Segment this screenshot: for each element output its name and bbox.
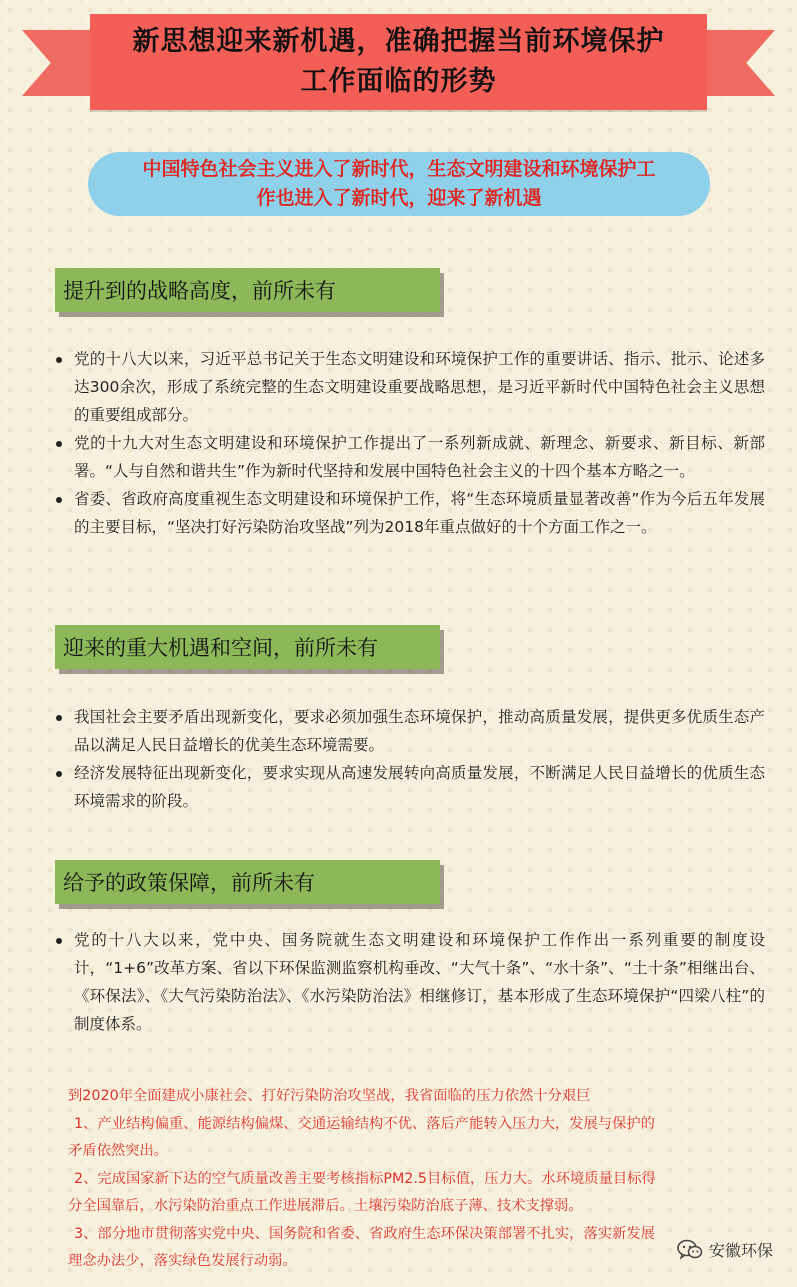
title-line-1: 新思想迎来新机遇，准确把握当前环境保护	[132, 26, 665, 57]
pressure-item-2-line-1: 2、完成国家新下达的空气质量改善主要考核指标PM2.5目标值，压力大。水环境质量目标得	[74, 1170, 656, 1187]
section-heading-opportunity	[55, 625, 440, 669]
list-item: 党的十九大对生态文明建设和环境保护工作提出了一系列新成就、新理念、新要求、新目标、新部署。“人与自然和谐共生”作为新时代坚持和发展中国特色社会主义的十四个基本方略之一。	[50, 429, 765, 485]
pressure-intro: 到2020年全面建成小康社会、打好污染防治攻坚战，我省面临的压力依然十分艰巨	[68, 1088, 591, 1104]
subtitle-line-2: 作也进入了新时代，迎来了新机遇	[256, 187, 542, 209]
wechat-icon	[677, 1239, 703, 1261]
section-list-opportunity	[50, 703, 765, 815]
section-heading-policy	[55, 860, 440, 904]
section-heading-text: 迎来的重大机遇和空间，前所未有	[63, 636, 378, 660]
subtitle-line-1: 中国特色社会主义进入了新时代，生态文明建设和环境保护工	[142, 158, 656, 180]
list-item: 省委、省政府高度重视生态文明建设和环境保护工作，将“生态环境质量显著改善”作为今后五年发展的主要目标，“坚决打好污染防治攻坚战”列为2018年重点做好的十个方面工作之一。	[50, 485, 765, 541]
section-heading-text: 给予的政策保障，前所未有	[63, 871, 315, 895]
subtitle-banner	[88, 152, 710, 216]
pressure-item-1-line-2: 矛盾依然突出。	[68, 1143, 169, 1159]
pressure-item-3-line-1: 3、部分地市贯彻落实党中央、国务院和省委、省政府生态环保决策部署不扎实，落实新发展	[74, 1225, 655, 1242]
section-heading-text: 提升到的战略高度，前所未有	[63, 279, 336, 303]
subtitle-text	[142, 155, 655, 213]
pressure-item-2-line-2: 分全国靠后，水污染防治重点工作进展滞后。土壤污染防治底子薄、技术支撑弱。	[68, 1198, 583, 1214]
list-item: 经济发展特征出现新变化，要求实现从高速发展转向高质量发展，不断满足人民日益增长的优质生态环境需求的阶段。	[50, 759, 765, 815]
section-heading-strategic-height	[55, 268, 440, 312]
page-title	[133, 22, 665, 102]
watermark-text: 安徽环保	[708, 1241, 773, 1260]
pressure-item-1-line-1: 1、产业结构偏重、能源结构偏煤、交通运输结构不优、落后产能转入压力大，发展与保护的	[74, 1115, 655, 1132]
pressure-item-3-line-2: 理念办法少，落实绿色发展行动弱。	[68, 1253, 297, 1269]
title-ribbon	[90, 14, 707, 110]
list-item: 党的十八大以来，习近平总书记关于生态文明建设和环境保护工作的重要讲话、指示、批示、论述多达300余次，形成了系统完整的生态文明建设重要战略思想，是习近平新时代中国特色社会主义思想的重要组成部分。	[50, 345, 765, 429]
section-list-strategic-height	[50, 345, 765, 541]
section-list-policy	[50, 926, 765, 1038]
list-item: 党的十八大以来，党中央、国务院就生态文明建设和环境保护工作作出一系列重要的制度设计，“1+6”改革方案、省以下环保监测监察机构垂改、“大气十条”、“水十条”、“土十条”相继出台、《环保法》、《大气污染防治法》、《水污染防治法》相继修订，基本形成了生态环境保护“四梁八柱”的制度体系。	[50, 926, 765, 1038]
pressure-block	[68, 1083, 728, 1276]
list-item: 我国社会主要矛盾出现新变化，要求必须加强生态环境保护，推动高质量发展，提供更多优质生态产品以满足人民日益增长的优美生态环境需要。	[50, 703, 765, 759]
title-line-2: 工作面临的形势	[300, 66, 497, 97]
watermark	[677, 1238, 773, 1261]
